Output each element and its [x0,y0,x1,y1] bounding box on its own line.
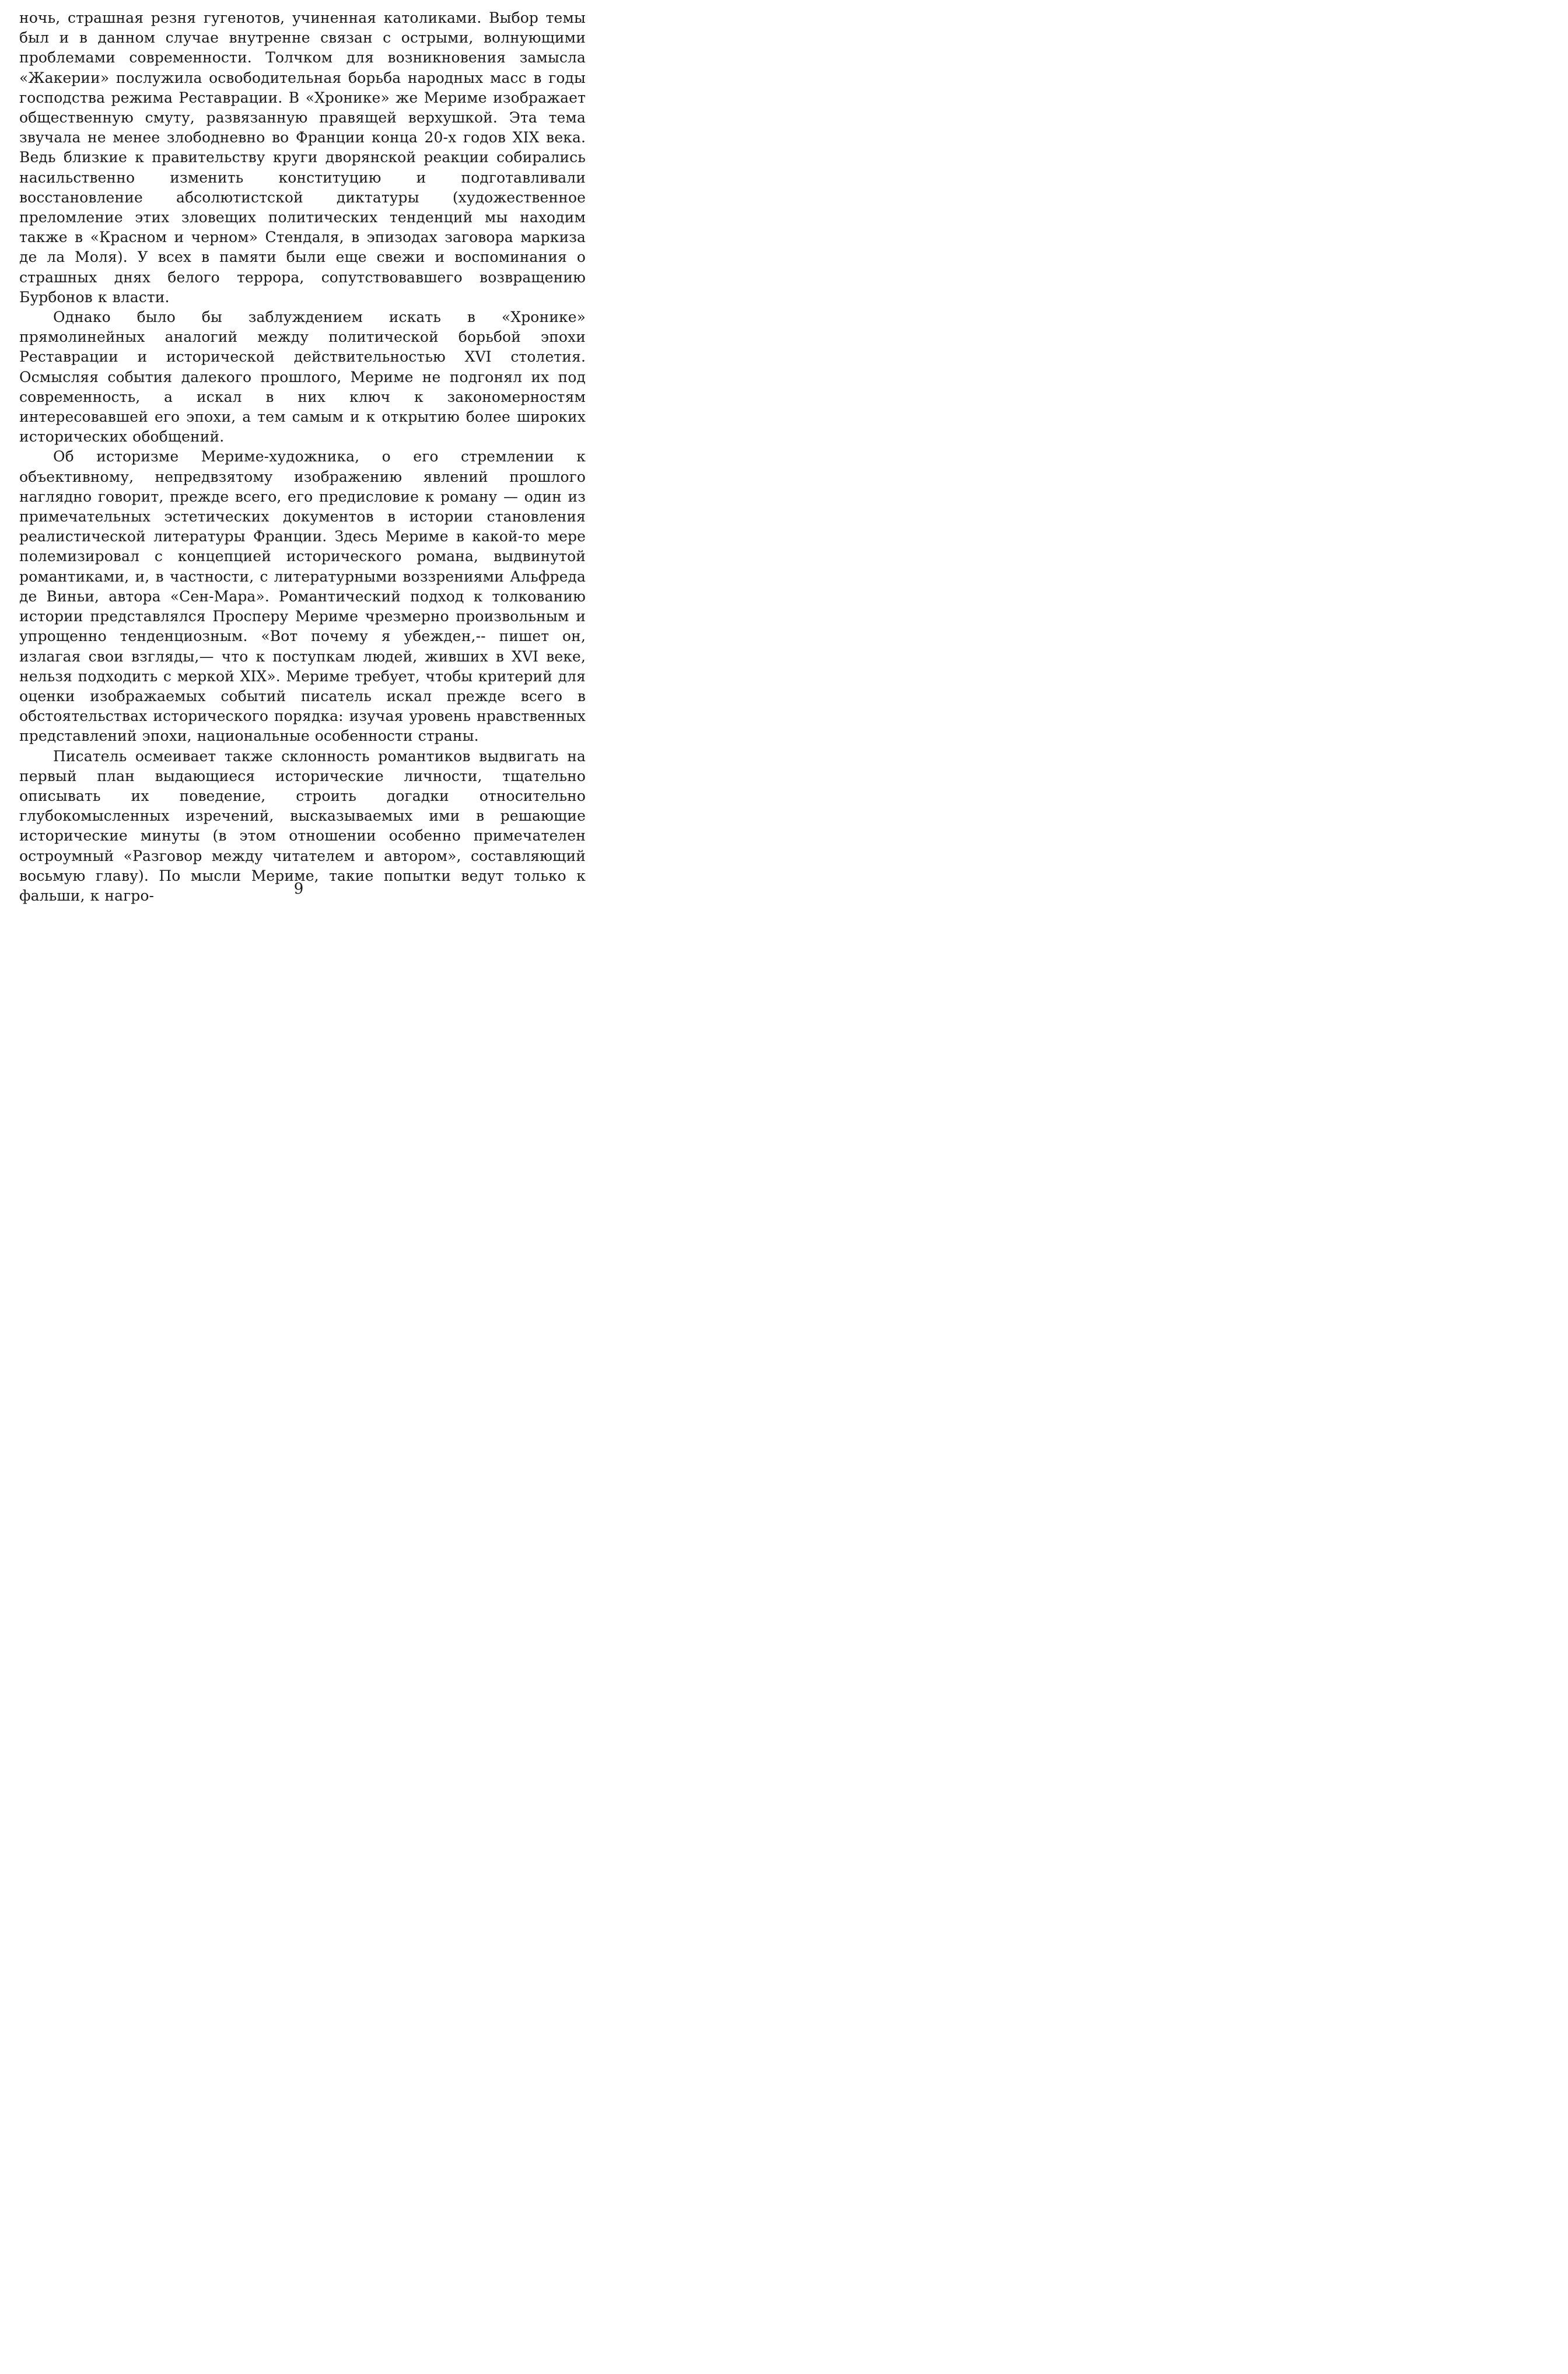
paragraph-4: Писатель осмеивает также склонность романтиков выдвигать на первый план выдающиеся исторические личности, тщательно описывать их поведение, строить догадки относительно глубокомысленных изречений, высказываемых ими в решающие исторические минуты (в этом отношении особенно примечателен остроумный «Разговор между читателем и автором», составляющий восьмую главу). По мысли Мериме, такие попытки ведут только к фальши, к нагро- [19,747,586,904]
paragraph-3: Об историзме Мериме-художника, о его стремлении к объективному, непредвзятому изображению явлений прошлого наглядно говорит, прежде всего, его предисловие к роману — один из примечательных эстетических документов в истории становления реалистической литературы Франции. Здесь Мериме в какой-то мере полемизировал с концепцией исторического романа, выдвинутой романтиками, и, в частности, с литературными воззрениями Альфреда де Виньи, автора «Сен-Мара». Романтический подход к толкованию истории представлялся Просперу Мериме чрезмерно произвольным и упрощенно тенденциозным. «Вот почему я убежден,-- пишет он, излагая свои взгляды,— что к поступкам людей, живших в XVI веке, нельзя подходить с меркой XIX». Мериме требует, чтобы критерий для оценки изображаемых событий писатель искал прежде всего в обстоятельствах исторического порядка: изучая уровень нравственных представлений эпохи, национальные особенности страны. [19,448,586,745]
paragraph-2: Однако было бы заблуждением искать в «Хронике» прямолинейных аналогий между политической борьбой эпохи Реставрации и исторической действительностью XVI столетия. Осмысляя события далекого прошлого, Мериме не подгонял их под современность, а искал в них ключ к закономерностям интересовавшей его эпохи, а тем самым и к открытию более широких исторических обобщений. [19,309,586,446]
page-body [19,8,586,904]
paragraph-1: ночь, страшная резня гугенотов, учиненная католиками. Выбор темы был и в данном случае внутренне связан с острыми, волнующими проблемами современности. Толчком для возникновения замысла «Жакерии» послужила освободительная борьба народных масс в годы господства режима Реставрации. В «Хронике» же Мериме изображает общественную смуту, развязанную правящей верхушкой. Эта тема звучала не менее злободневно во Франции конца 20-х годов XIX века. Ведь близкие к правительству круги дворянской реакции собирались насильственно изменить конституцию и подготавливали восстановление абсолютистской диктатуры (художественное преломление этих зловещих политических тенденций мы находим также в «Красном и черном» Стендаля, в эпизодах заговора маркиза де ла Моля). У всех в памяти были еще свежи и воспоминания о страшных днях белого террора, сопутствовавшего возвращению Бурбонов к власти. [19,9,586,306]
page-number: 9 [293,880,304,898]
